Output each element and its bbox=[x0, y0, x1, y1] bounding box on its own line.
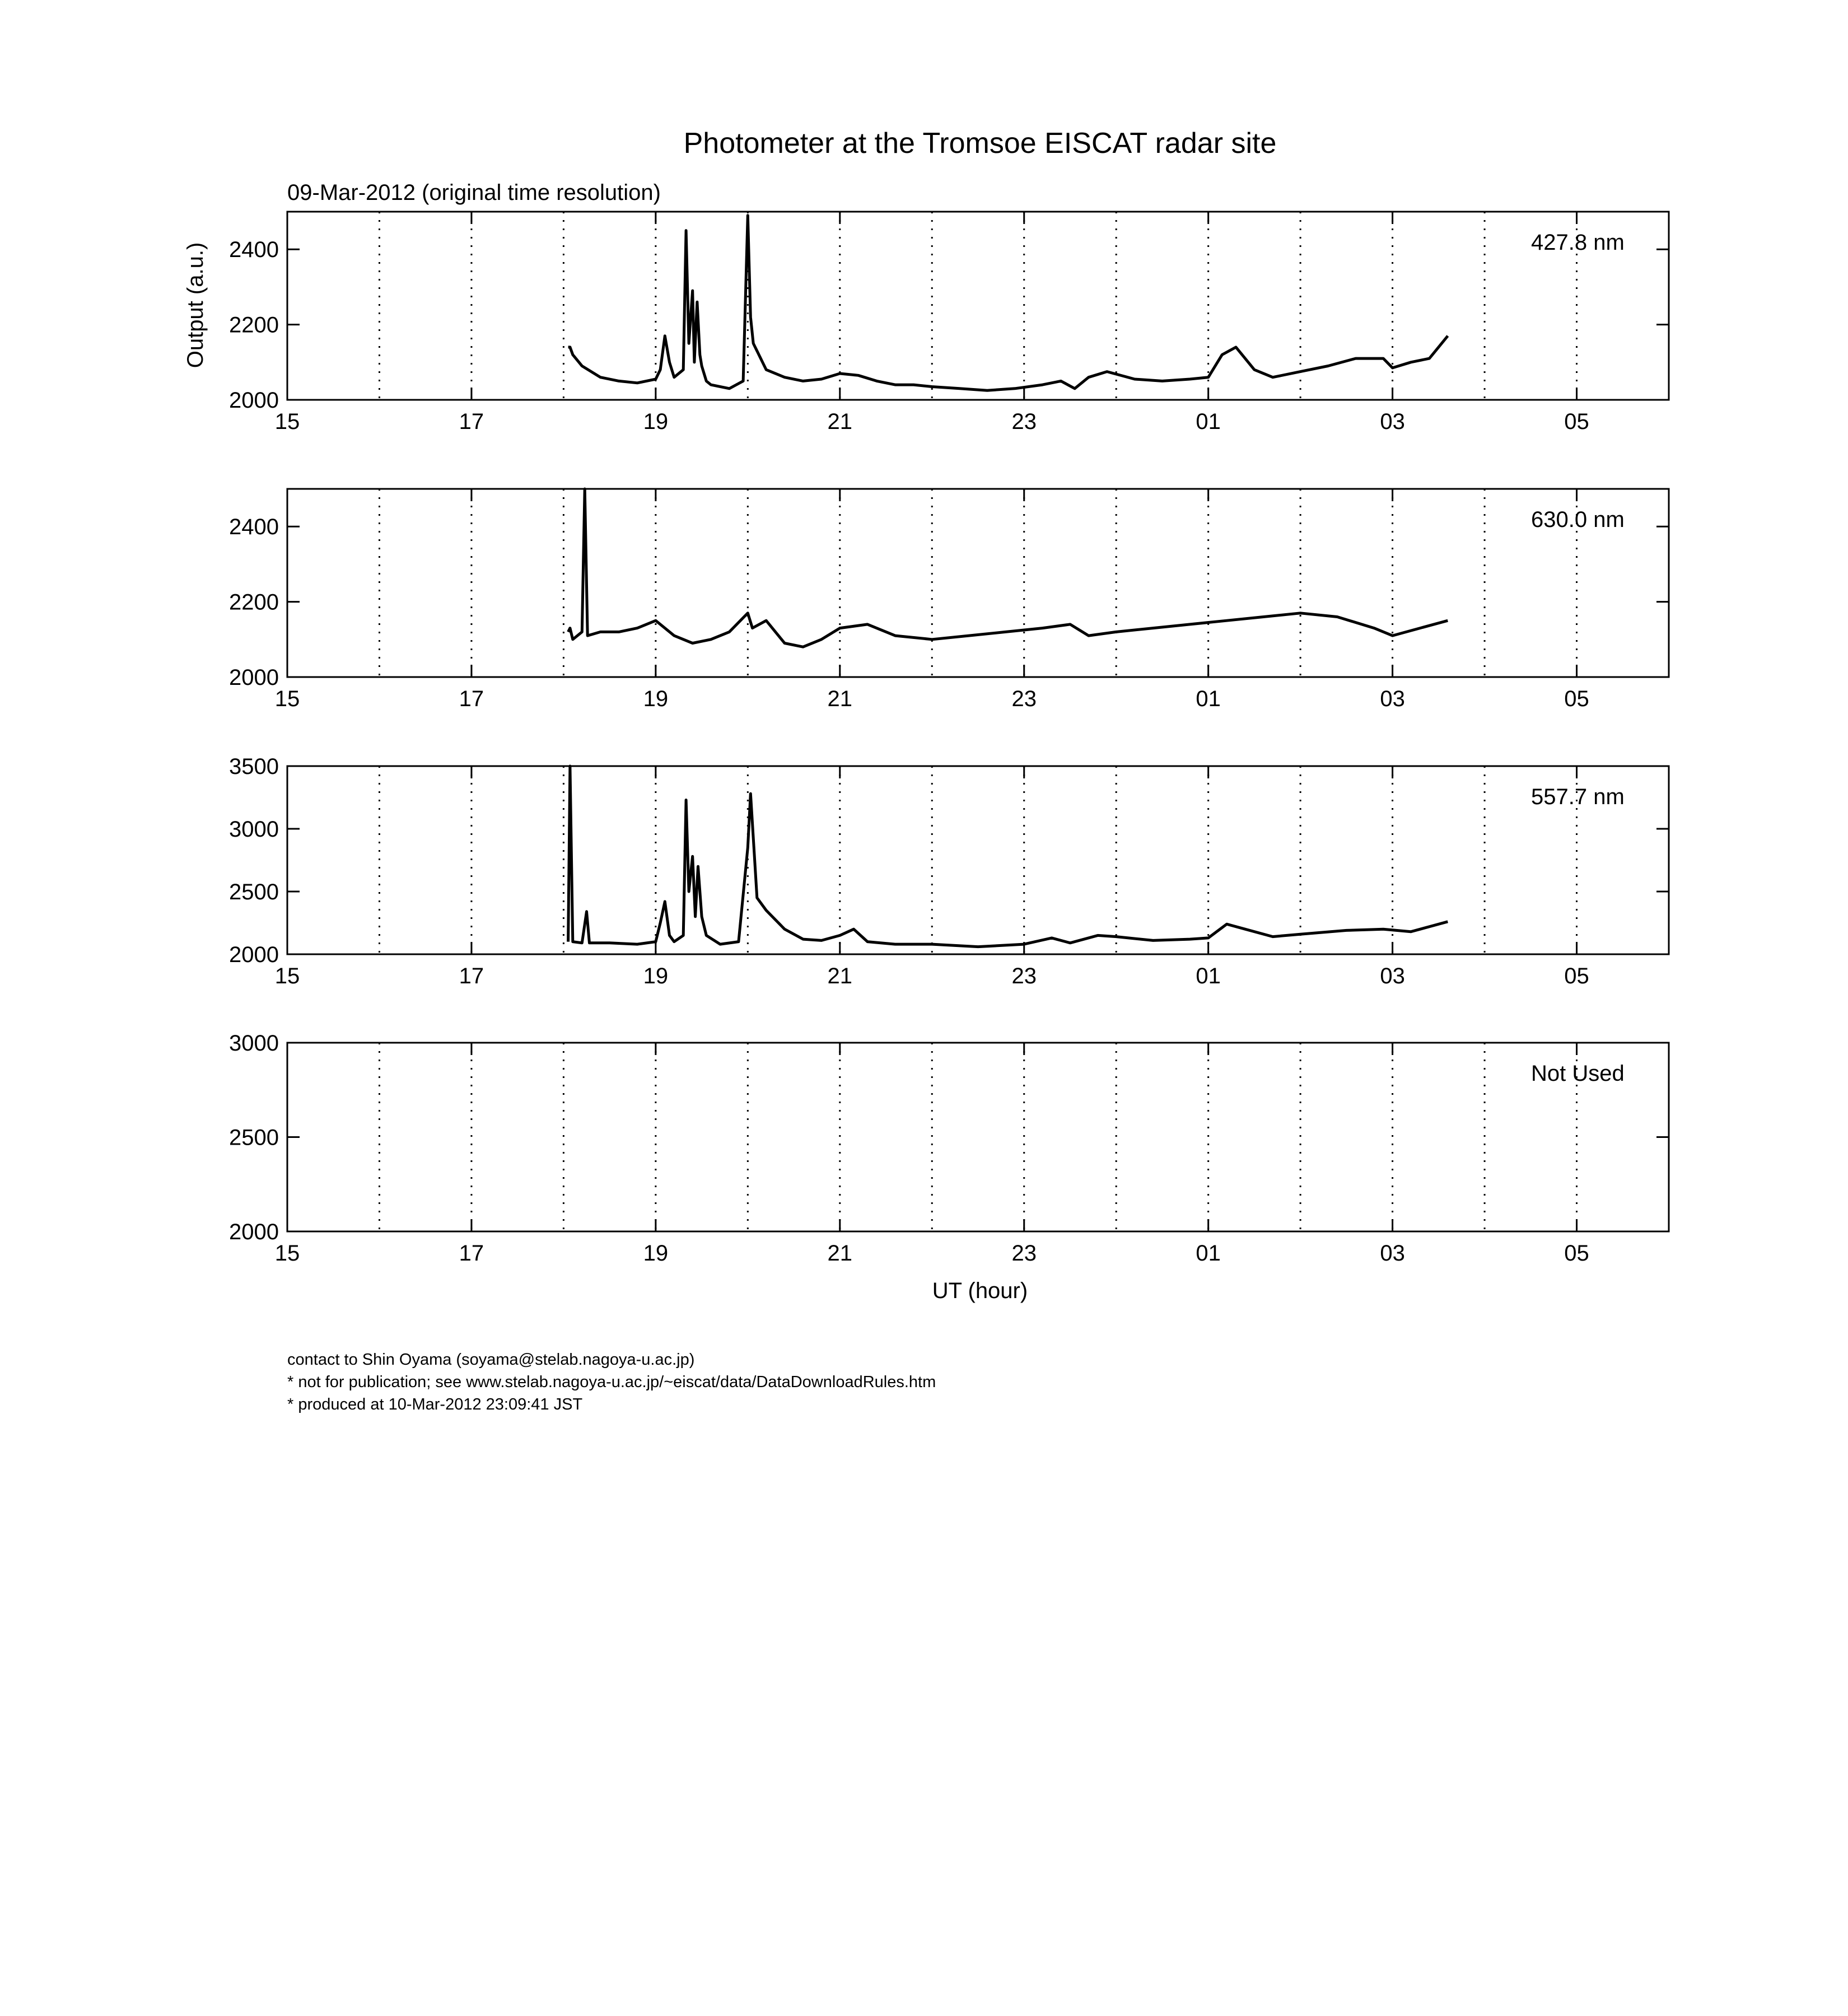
panel-label: 557.7 nm bbox=[1531, 785, 1625, 809]
y-tick-label: 2500 bbox=[229, 880, 279, 904]
x-tick-label: 17 bbox=[459, 409, 484, 434]
axes-box bbox=[287, 489, 1669, 677]
x-tick-label: 15 bbox=[274, 687, 300, 711]
x-tick-label: 17 bbox=[459, 964, 484, 988]
footer-notice: * not for publication; see www.stelab.nagoya-u.ac.jp/~eiscat/data/DataDownloadRules.htm bbox=[287, 1373, 936, 1391]
x-tick-label: 23 bbox=[1011, 687, 1037, 711]
y-tick-label: 3000 bbox=[229, 1031, 279, 1056]
y-tick-label: 2500 bbox=[229, 1125, 279, 1150]
panel-4 bbox=[229, 1031, 1669, 1266]
y-tick-label: 2000 bbox=[229, 942, 279, 967]
y-tick-label: 2000 bbox=[229, 388, 279, 413]
x-tick-label: 23 bbox=[1011, 409, 1037, 434]
footer-produced: * produced at 10-Mar-2012 23:09:41 JST bbox=[287, 1396, 583, 1413]
x-tick-label: 21 bbox=[827, 409, 853, 434]
x-tick-label: 21 bbox=[827, 1241, 853, 1266]
x-tick-label: 01 bbox=[1196, 409, 1221, 434]
x-tick-label: 19 bbox=[643, 687, 669, 711]
y-tick-label: 3500 bbox=[229, 754, 279, 779]
y-tick-label: 2200 bbox=[229, 590, 279, 615]
x-tick-label: 15 bbox=[274, 1241, 300, 1266]
y-tick-label: 3000 bbox=[229, 817, 279, 842]
x-tick-label: 03 bbox=[1380, 964, 1405, 988]
chart-subtitle: 09-Mar-2012 (original time resolution) bbox=[287, 180, 661, 205]
panel-2 bbox=[229, 489, 1669, 711]
x-axis-label: UT (hour) bbox=[932, 1278, 1028, 1303]
y-tick-label: 2400 bbox=[229, 515, 279, 540]
x-tick-label: 15 bbox=[274, 409, 300, 434]
panels bbox=[229, 212, 1669, 1266]
x-tick-label: 21 bbox=[827, 687, 853, 711]
x-tick-label: 17 bbox=[459, 1241, 484, 1266]
x-tick-label: 03 bbox=[1380, 409, 1405, 434]
x-tick-label: 19 bbox=[643, 409, 669, 434]
footer bbox=[287, 1348, 936, 1416]
y-tick-label: 2400 bbox=[229, 237, 279, 263]
y-tick-label: 2000 bbox=[229, 665, 279, 690]
x-tick-label: 01 bbox=[1196, 687, 1221, 711]
axes-box bbox=[287, 766, 1669, 954]
x-tick-label: 05 bbox=[1564, 409, 1589, 434]
x-tick-label: 05 bbox=[1564, 687, 1589, 711]
x-tick-label: 03 bbox=[1380, 1241, 1405, 1266]
series-line bbox=[568, 766, 1448, 947]
x-tick-label: 19 bbox=[643, 1241, 669, 1266]
x-tick-label: 17 bbox=[459, 687, 484, 711]
x-tick-label: 23 bbox=[1011, 1241, 1037, 1266]
y-tick-label: 2200 bbox=[229, 312, 279, 338]
x-tick-label: 05 bbox=[1564, 964, 1589, 988]
x-tick-label: 19 bbox=[643, 964, 669, 988]
panel-label: 427.8 nm bbox=[1531, 230, 1625, 255]
axes-box bbox=[287, 1043, 1669, 1231]
x-tick-label: 03 bbox=[1380, 687, 1405, 711]
footer-contact: contact to Shin Oyama (soyama@stelab.nagoya-u.ac.jp) bbox=[287, 1351, 695, 1369]
panel-label: Not Used bbox=[1531, 1061, 1625, 1086]
series-line bbox=[568, 489, 1448, 647]
x-tick-label: 15 bbox=[274, 964, 300, 988]
panel-1 bbox=[229, 212, 1669, 434]
series-line bbox=[568, 216, 1448, 391]
x-tick-label: 23 bbox=[1011, 964, 1037, 988]
axes-box bbox=[287, 212, 1669, 400]
x-tick-label: 05 bbox=[1564, 1241, 1589, 1266]
panel-3 bbox=[229, 754, 1669, 988]
panel-label: 630.0 nm bbox=[1531, 507, 1625, 532]
x-tick-label: 01 bbox=[1196, 964, 1221, 988]
y-axis-label: Output (a.u.) bbox=[183, 242, 208, 368]
x-tick-label: 21 bbox=[827, 964, 853, 988]
chart-title: Photometer at the Tromsoe EISCAT radar site bbox=[683, 127, 1277, 160]
y-tick-label: 2000 bbox=[229, 1220, 279, 1244]
x-tick-label: 01 bbox=[1196, 1241, 1221, 1266]
